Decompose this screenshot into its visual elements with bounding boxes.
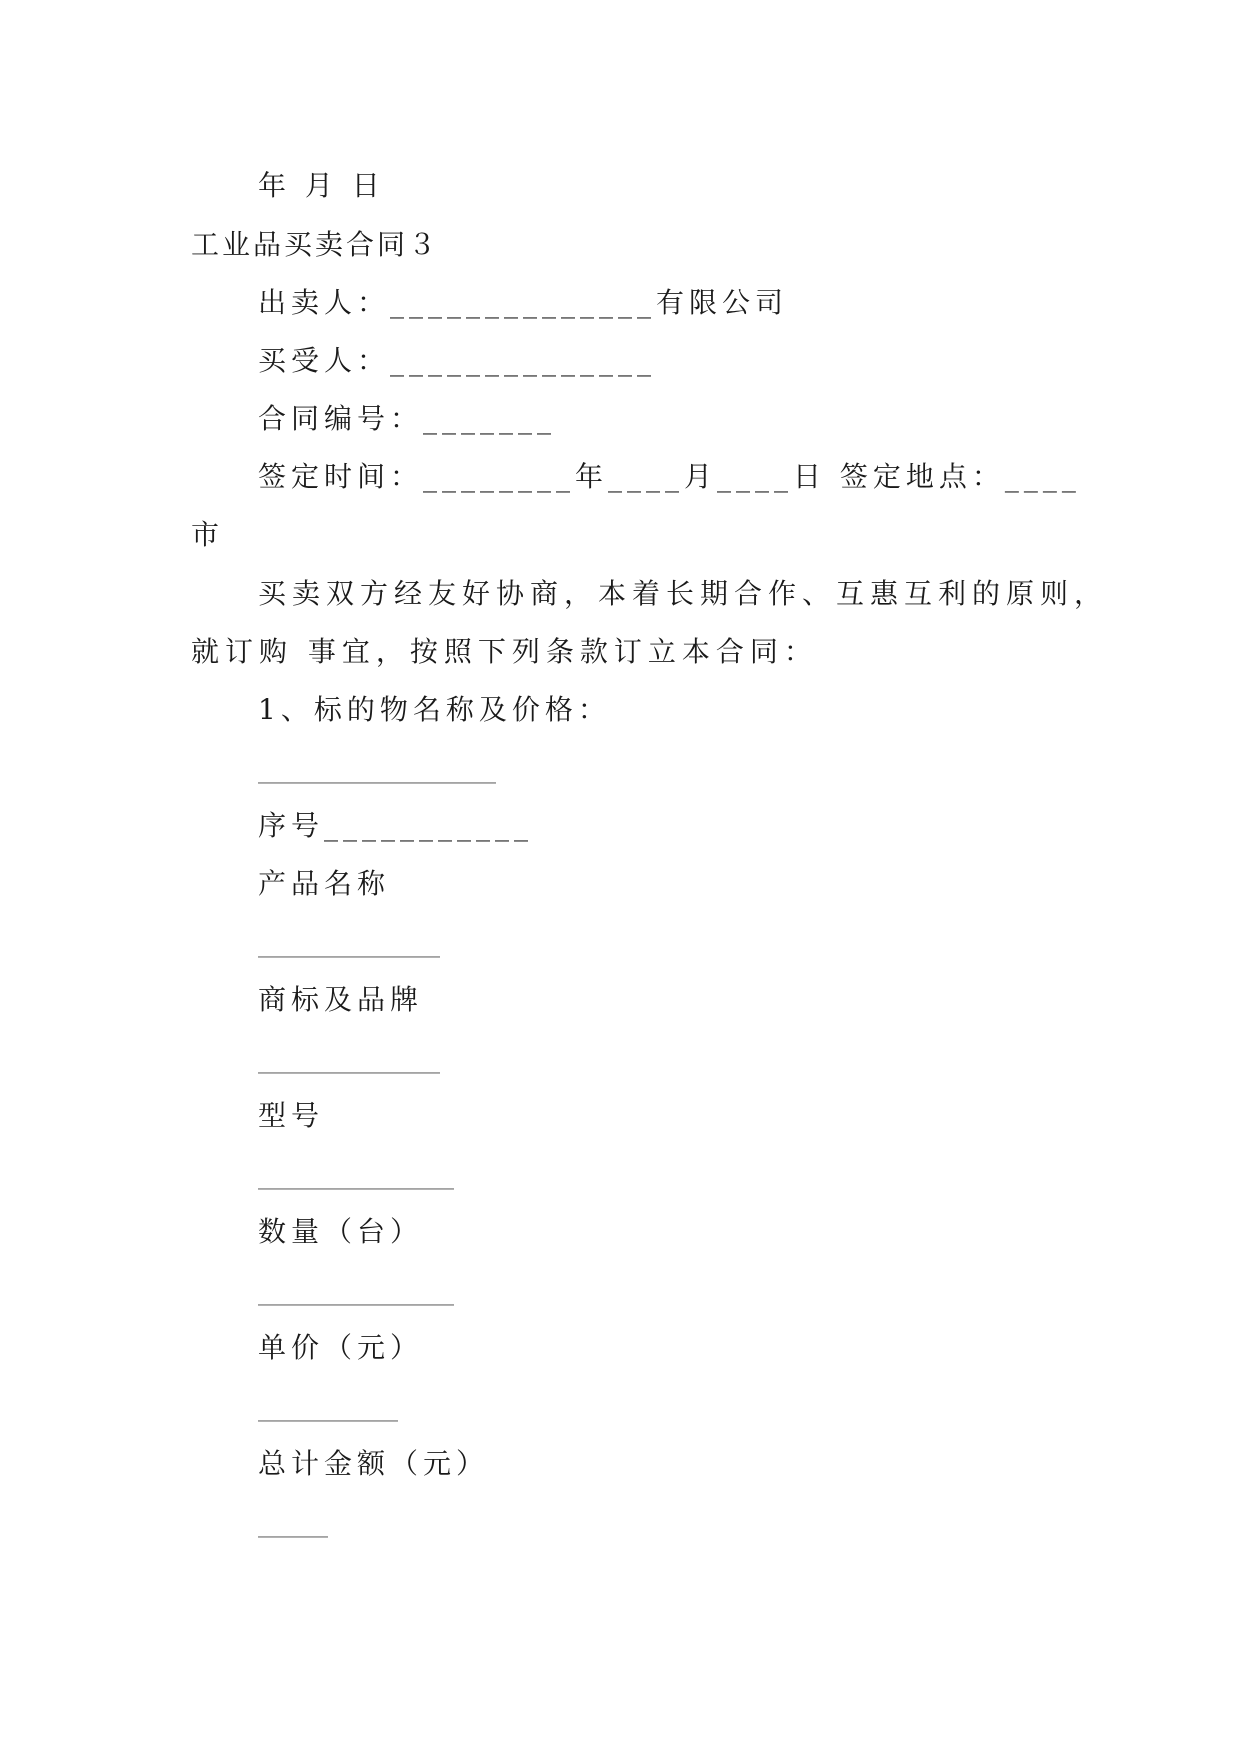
contract-number-line: 合同编号：_______ <box>258 402 557 435</box>
product-name-label: 产品名称 <box>258 867 391 900</box>
blank-line: _________________ <box>258 751 496 784</box>
model-label: 型号 <box>258 1099 325 1132</box>
serial-number-field: 序号___________ <box>258 809 534 842</box>
buyer-line: 买受人：______________ <box>258 344 657 377</box>
brand-label: 商标及品牌 <box>258 983 424 1016</box>
preamble-line-2: 就订购 事宜，按照下列条款订立本合同： <box>191 635 818 668</box>
seller-line: 出卖人：______________有限公司 <box>258 286 789 319</box>
brand-blank: _____________ <box>258 1041 440 1074</box>
unit-price-label: 单价（元） <box>258 1331 424 1364</box>
quantity-blank: ______________ <box>258 1273 454 1306</box>
quantity-label: 数量（台） <box>258 1215 424 1248</box>
section-1-heading: 1、标的物名称及价格： <box>258 693 611 726</box>
contract-title: 工业品买卖合同３ <box>191 228 440 261</box>
total-amount-blank: _____ <box>258 1505 328 1538</box>
date-line: 年 月 日 <box>258 169 385 202</box>
product-name-blank: _____________ <box>258 925 440 958</box>
unit-price-blank: __________ <box>258 1389 398 1422</box>
model-blank: ______________ <box>258 1157 454 1190</box>
signing-time-place-line: 签定时间：________年____月____日 签定地点：____ <box>258 460 1081 493</box>
total-amount-label: 总计金额（元） <box>258 1447 490 1480</box>
signing-place-continuation: 市 <box>191 518 225 551</box>
preamble-line-1: 买卖双方经友好协商，本着长期合作、互惠互利的原则， <box>258 577 1109 610</box>
